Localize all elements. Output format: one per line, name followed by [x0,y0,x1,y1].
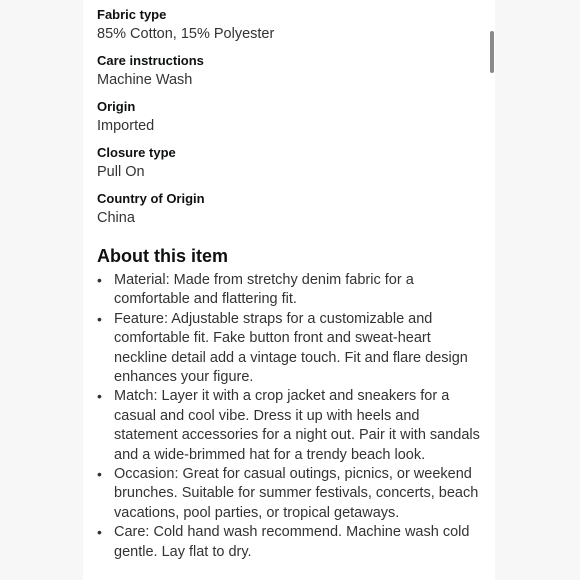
spec-label: Origin [97,99,136,114]
list-item: • Match: Layer it with a crop jacket and sneakers for a casual and cool vibe. Dress it up with heels and statement accessories for a night out. Pair it with sandals and a wide-brimmed hat for a trendy beach look. [97,387,487,465]
list-item: • Care: Cold hand wash recommend. Machine wash cold gentle. Lay flat to dry. [97,523,487,562]
spec-value: China [97,210,135,226]
product-details-content [97,6,487,562]
about-bullet-list [97,271,487,562]
about-this-item-heading: About this item [97,246,228,266]
list-item: • Feature: Adjustable straps for a customizable and comfortable fit. Fake button front and sweat-heart neckline detail add a vintage touch. Fit and flare design enhances your figure. [97,310,487,388]
spec-label: Country of Origin [97,191,205,206]
spec-label: Care instructions [97,53,204,68]
spec-label: Fabric type [97,7,167,22]
spec-closure-type [97,144,487,182]
spec-value: Machine Wash [97,72,193,88]
list-item: • Material: Made from stretchy denim fabric for a comfortable and flattering fit. [97,271,487,310]
spec-value: Pull On [97,164,145,180]
spec-label: Closure type [97,145,176,160]
spec-origin [97,98,487,136]
spec-country-of-origin [97,190,487,228]
spec-fabric-type [97,6,487,44]
spec-value: Imported [97,118,155,134]
product-details-panel [83,0,495,580]
scrollbar-thumb[interactable] [490,31,494,73]
spec-care-instructions [97,52,487,90]
spec-value: 85% Cotton, 15% Polyester [97,26,275,42]
list-item: • Occasion: Great for casual outings, picnics, or weekend brunches. Suitable for summer festivals, concerts, beach vacations, pool parties, or tropical getaways. [97,465,487,523]
